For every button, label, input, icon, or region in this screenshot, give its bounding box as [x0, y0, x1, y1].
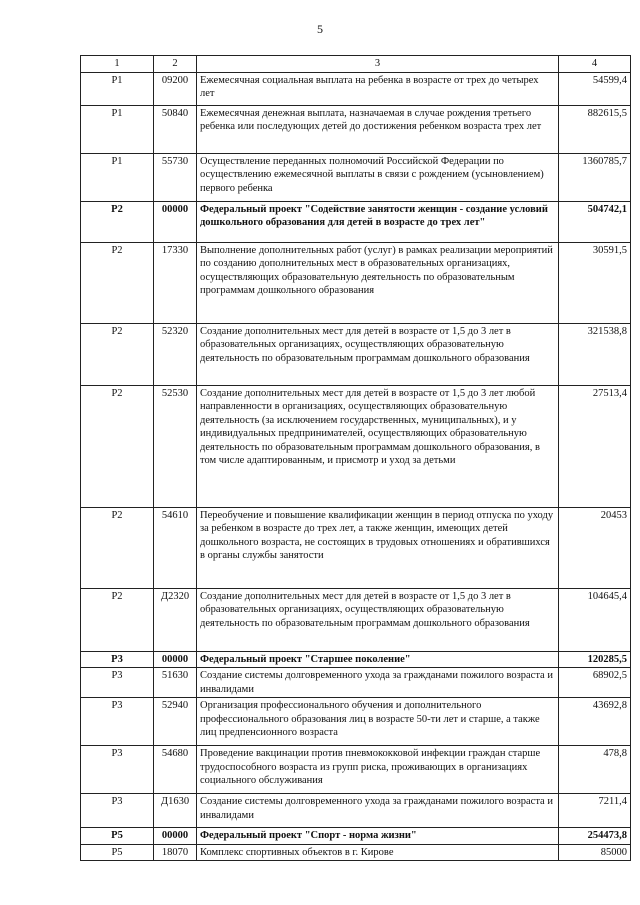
amount-cell: 504742,1 — [559, 201, 631, 242]
description-cell: Создание системы долговременного ухода за гражданами пожилого возраста и инвалидами — [197, 794, 559, 828]
table-row — [81, 507, 631, 588]
description-cell: Переобучение и повышение квалификации женщин в период отпуска по уходу за ребенком в возрасте до трех лет, а также женщин, имеющих детей дошкольного возраста, не состоящих в трудовых отношениях и обратившихся в органы службы занятости — [197, 507, 559, 588]
table-row — [81, 323, 631, 385]
expense-code-cell: 17330 — [154, 242, 197, 323]
expense-code-cell: Д1630 — [154, 794, 197, 828]
column-number: 3 — [197, 56, 559, 73]
program-code-cell: P2 — [81, 385, 154, 507]
expense-code-cell: 52320 — [154, 323, 197, 385]
table-row — [81, 201, 631, 242]
program-code-cell: P3 — [81, 698, 154, 746]
table-row — [81, 242, 631, 323]
expense-code-cell: Д2320 — [154, 588, 197, 651]
amount-cell: 20453 — [559, 507, 631, 588]
program-code-cell: P2 — [81, 242, 154, 323]
program-code-cell: P1 — [81, 153, 154, 201]
amount-cell: 1360785,7 — [559, 153, 631, 201]
program-code-cell: P2 — [81, 588, 154, 651]
amount-cell: 27513,4 — [559, 385, 631, 507]
description-cell: Организация профессионального обучения и дополнительного профессионального образования лиц в возрасте 50-ти лет и старше, а также лиц предпенсионного возраста — [197, 698, 559, 746]
description-cell: Федеральный проект "Спорт - норма жизни" — [197, 828, 559, 845]
description-cell: Ежемесячная денежная выплата, назначаемая в случае рождения третьего ребенка или последующих детей до достижения ребенком возраста трех лет — [197, 105, 559, 153]
column-number: 1 — [81, 56, 154, 73]
column-number: 2 — [154, 56, 197, 73]
expense-code-cell: 09200 — [154, 72, 197, 105]
expense-code-cell: 00000 — [154, 651, 197, 668]
expense-code-cell: 00000 — [154, 201, 197, 242]
amount-cell: 478,8 — [559, 746, 631, 794]
table-row — [81, 105, 631, 153]
column-number: 4 — [559, 56, 631, 73]
table-row — [81, 668, 631, 698]
expense-code-cell: 00000 — [154, 828, 197, 845]
table-row — [81, 828, 631, 845]
table-row — [81, 385, 631, 507]
expense-code-cell: 52530 — [154, 385, 197, 507]
description-cell: Ежемесячная социальная выплата на ребенка в возрасте от трех до четырех лет — [197, 72, 559, 105]
program-code-cell: P2 — [81, 201, 154, 242]
program-code-cell: P3 — [81, 668, 154, 698]
description-cell: Федеральный проект "Старшее поколение" — [197, 651, 559, 668]
table-row — [81, 153, 631, 201]
program-code-cell: P3 — [81, 651, 154, 668]
program-code-cell: P3 — [81, 794, 154, 828]
program-code-cell: P1 — [81, 72, 154, 105]
description-cell: Федеральный проект "Содействие занятости женщин - создание условий дошкольного образования для детей в возрасте до трех лет" — [197, 201, 559, 242]
program-code-cell: P3 — [81, 746, 154, 794]
budget-table — [80, 55, 631, 861]
expense-code-cell: 52940 — [154, 698, 197, 746]
table-row — [81, 844, 631, 861]
description-cell: Создание дополнительных мест для детей в возрасте от 1,5 до 3 лет любой направленности в организациях, осуществляющих образовательную деятельность (за исключением государственных, муниципальных), и у индивидуальных предпринимателей, осуществляющих образовательную деятельность по образовательным программам дошкольного образования, в том числе адаптированным, и присмотр и уход за детьми — [197, 385, 559, 507]
column-number-row — [81, 56, 631, 73]
expense-code-cell: 54610 — [154, 507, 197, 588]
program-code-cell: P2 — [81, 323, 154, 385]
amount-cell: 7211,4 — [559, 794, 631, 828]
amount-cell: 85000 — [559, 844, 631, 861]
description-cell: Осуществление переданных полномочий Российской Федерации по осуществлению ежемесячной выплаты в связи с рождением (усыновлением) первого ребенка — [197, 153, 559, 201]
program-code-cell: P5 — [81, 828, 154, 845]
expense-code-cell: 55730 — [154, 153, 197, 201]
program-code-cell: P1 — [81, 105, 154, 153]
description-cell: Выполнение дополнительных работ (услуг) в рамках реализации мероприятий по созданию дополнительных мест в образовательных организациях, осуществляющих образовательную деятельность по образовательным программам дошкольного образования — [197, 242, 559, 323]
amount-cell: 104645,4 — [559, 588, 631, 651]
description-cell: Комплекс спортивных объектов в г. Кирове — [197, 844, 559, 861]
table-row — [81, 746, 631, 794]
expense-code-cell: 18070 — [154, 844, 197, 861]
amount-cell: 882615,5 — [559, 105, 631, 153]
amount-cell: 321538,8 — [559, 323, 631, 385]
description-cell: Создание дополнительных мест для детей в возрасте от 1,5 до 3 лет в образовательных организациях, осуществляющих образовательную деятельность по образовательным программам дошкольного образования — [197, 588, 559, 651]
description-cell: Создание дополнительных мест для детей в возрасте от 1,5 до 3 лет в образовательных организациях, осуществляющих образовательную деятельность по образовательным программам дошкольного образования — [197, 323, 559, 385]
program-code-cell: P2 — [81, 507, 154, 588]
program-code-cell: P5 — [81, 844, 154, 861]
description-cell: Создание системы долговременного ухода за гражданами пожилого возраста и инвалидами — [197, 668, 559, 698]
amount-cell: 68902,5 — [559, 668, 631, 698]
page-number: 5 — [317, 22, 323, 36]
table-row — [81, 651, 631, 668]
description-cell: Проведение вакцинации против пневмококковой инфекции граждан старше трудоспособного возраста из групп риска, проживающих в организациях социального обслуживания — [197, 746, 559, 794]
expense-code-cell: 50840 — [154, 105, 197, 153]
amount-cell: 30591,5 — [559, 242, 631, 323]
expense-code-cell: 54680 — [154, 746, 197, 794]
table-row — [81, 588, 631, 651]
expense-code-cell: 51630 — [154, 668, 197, 698]
table-row — [81, 698, 631, 746]
amount-cell: 120285,5 — [559, 651, 631, 668]
amount-cell: 43692,8 — [559, 698, 631, 746]
amount-cell: 254473,8 — [559, 828, 631, 845]
table-row — [81, 794, 631, 828]
amount-cell: 54599,4 — [559, 72, 631, 105]
table-row — [81, 72, 631, 105]
